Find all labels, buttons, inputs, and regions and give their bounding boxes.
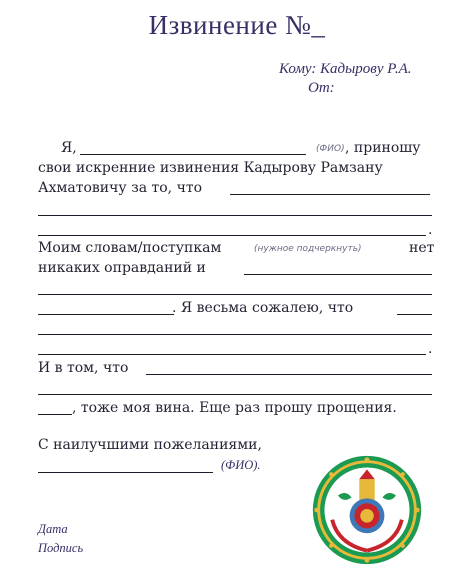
blank-line-excuse-3 <box>38 314 174 315</box>
text-my-fault: , тоже моя вина. Еще раз прошу прощения. <box>72 400 397 416</box>
date-label: Дата <box>38 522 68 536</box>
text-line1-tail: , приношу <box>345 140 421 156</box>
document-title: Извинение №_ <box>148 10 326 40</box>
text-dot: . <box>428 222 433 238</box>
blank-line-regret-2 <box>38 334 432 335</box>
text-line3: Ахматовичу за то, что <box>38 180 203 196</box>
text-line2: свои искренние извинения Кадырову Рамзану <box>38 160 383 176</box>
signature-label: Подпись <box>38 541 84 555</box>
blank-line-signature-name <box>38 472 213 473</box>
text-dot-2: . <box>428 341 433 357</box>
blank-line-regret-1 <box>397 314 432 315</box>
blank-line-fault-2 <box>38 394 432 395</box>
blank-line-regret-3 <box>38 354 426 355</box>
text-wishes: С наилучшими пожеланиями, <box>38 437 262 453</box>
sender-line: От: <box>308 80 335 96</box>
fio-hint: (ФИО) <box>316 144 345 154</box>
text-words-start: Моим словам/поступкам <box>38 240 222 256</box>
coat-of-arms-seal <box>309 452 425 568</box>
blank-line-reason-3 <box>38 235 426 236</box>
blank-line-excuse-1 <box>244 274 432 275</box>
blank-line-fault-1 <box>146 374 432 375</box>
blank-name-line <box>80 154 306 155</box>
blank-line-reason-1 <box>230 194 430 195</box>
blank-line-fault-3 <box>38 414 72 415</box>
text-and-that: И в том, что <box>38 360 129 376</box>
blank-line-excuse-2 <box>38 294 432 295</box>
underline-hint: (нужное подчеркнуть) <box>254 244 362 254</box>
addressee-line: Кому: Кадырову Р.А. <box>279 61 412 77</box>
blank-line-reason-2 <box>38 215 432 216</box>
text-no-excuse: никаких оправданий и <box>38 260 206 276</box>
text-regret: . Я весьма сожалею, что <box>172 300 354 316</box>
text-words-end: нет <box>409 240 435 256</box>
fio-signature-hint: (ФИО). <box>221 458 261 472</box>
text-ya: Я, <box>61 140 77 156</box>
